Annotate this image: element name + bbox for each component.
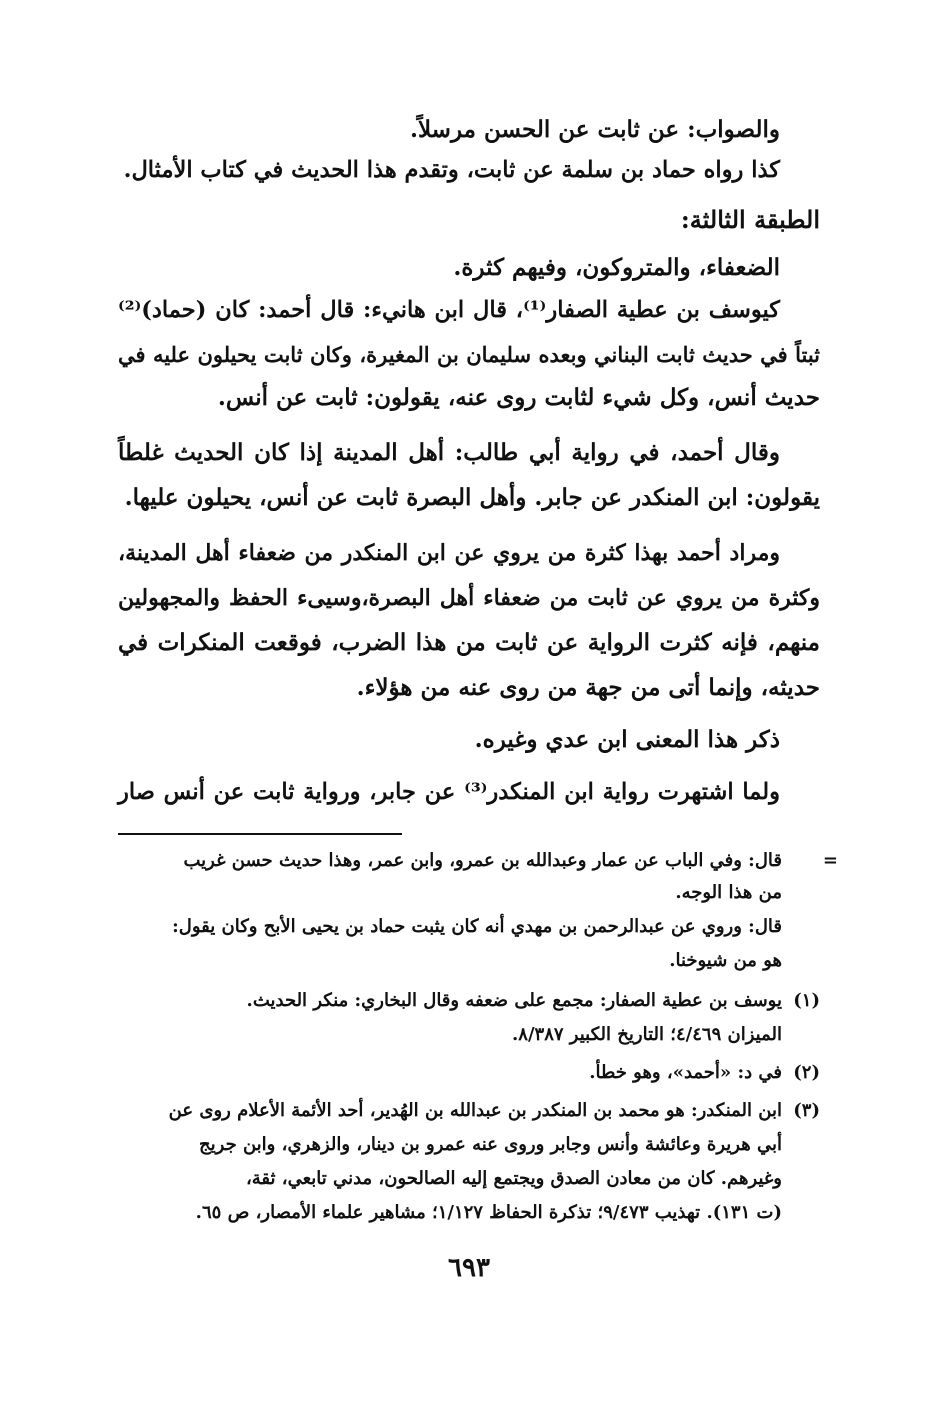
body-line: يقولون: ابن المنكدر عن جابر. وأهل البصرة ثابت عن أنس، يحيلون عليها. — [124, 484, 820, 511]
footnote-3: (٣)ابن المنكدر: هو محمد بن المنكدر بن عبدالله بن الهُدير، أحد الأئمة الأعلام روى عن — [118, 1096, 820, 1126]
body-line: ولما اشتهرت رواية ابن المنكدر⁽³⁾ عن جابر، ورواية ثابت عن أنس صار — [118, 779, 781, 805]
footnote-2: (٢)في د: «أحمد»، وهو خطأ. — [118, 1058, 820, 1088]
body-line: الضعفاء، والمتروكون، وفيهم كثرة. — [453, 254, 780, 281]
body-line: وقال أحمد، في رواية أبي طالب: أهل المدينة إذا كان الحديث غلطاً — [118, 439, 780, 466]
body-line: منهم، فإنه كثرت الرواية عن ثابت من هذا الضرب، فوقعت المنكرات في — [118, 629, 820, 656]
page-number: ٦٩٣ — [448, 1253, 490, 1283]
footnote-separator — [118, 833, 402, 835]
footnote-number: (٣) — [793, 1100, 820, 1121]
footnote-carryover-line: قال: وروي عن عبدالرحمن بن مهدي أنه كان يثبت حماد بن يحيى الأبح وكان يقول: — [172, 916, 782, 937]
continuation-mark: = — [822, 850, 838, 871]
footnote-carryover-line: من هذا الوجه. — [675, 882, 782, 903]
section-heading: الطبقة الثالثة: — [680, 205, 820, 234]
body-line: ومراد أحمد بهذا كثرة من يروي عن ابن المنكدر من ضعفاء أهل المدينة، — [118, 540, 780, 566]
footnote-line: أبي هريرة وعائشة وأنس وجابر وروى عنه عمرو بن دينار، والزهري، وابن جريج — [199, 1134, 782, 1155]
footnote-carryover-line: = قال: وفي الباب عن عمار وعبدالله بن عمرو، وابن عمر، وهذا حديث حسن غريب — [118, 846, 820, 876]
footnote-carryover-line: هو من شيوخنا. — [669, 950, 782, 971]
body-line: كذا رواه حماد بن سلمة عن ثابت، وتقدم هذا الحديث في كتاب الأمثال. — [123, 157, 780, 183]
footnote-line: (ت ١٣١). تهذيب ٩/٤٧٣؛ تذكرة الحفاظ ١/١٢٧؛ مشاهير علماء الأمصار، ص ٦٥. — [195, 1202, 782, 1223]
body-line: كيوسف بن عطية الصفار⁽¹⁾، قال ابن هانيء: قال أحمد: كان (حماد)⁽²⁾ — [118, 297, 780, 323]
footnote-1: (١)يوسف بن عطية الصفار: مجمع على ضعفه وقال البخاري: منكر الحديث. — [118, 986, 820, 1016]
body-line: والصواب: عن ثابت عن الحسن مرسلاً. — [409, 116, 780, 143]
book-page — [118, 100, 838, 1360]
body-line: ذكر هذا المعنى ابن عدي وغيره. — [474, 726, 780, 753]
body-line: حديث أنس، وكل شيء لثابت روى عنه، يقولون: ثابت عن أنس. — [217, 384, 820, 411]
footnote-number: (٢) — [793, 1062, 820, 1083]
footnote-number: (١) — [793, 990, 820, 1011]
footnote-line: وغيرهم. كان من معادن الصدق ويجتمع إليه الصالحون، مدني تابعي، ثقة، — [245, 1168, 782, 1189]
body-line: حديثه، وإنما أتى من جهة من روى عنه من هؤلاء. — [356, 674, 820, 701]
body-line: وكثرة من يروي عن ثابت من ضعفاء أهل البصرة،وسيىء الحفظ والمجهولين — [118, 585, 820, 611]
footnote-line: الميزان ٤/٤٦٩؛ التاريخ الكبير ٨/٣٨٧. — [512, 1024, 782, 1045]
body-line: ثبتاً في حديث ثابت البناني وبعده سليمان بن المغيرة، وكان ثابت يحيلون عليه في — [118, 342, 820, 367]
